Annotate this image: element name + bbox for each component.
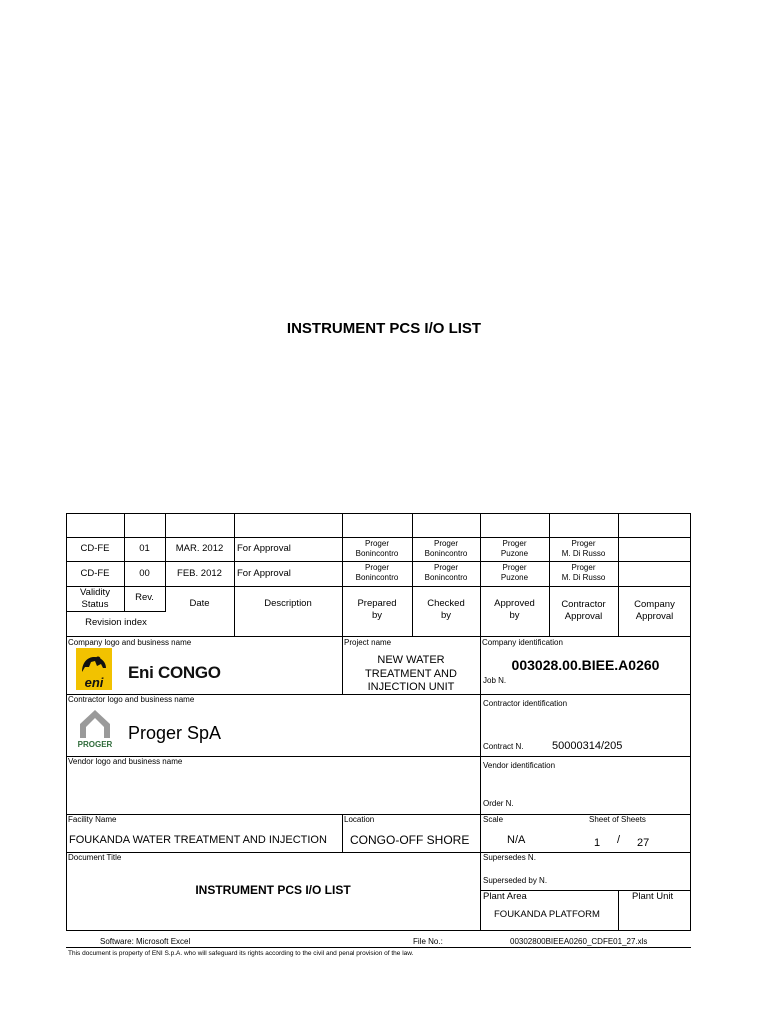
rev-status: CD-FE — [80, 568, 110, 579]
rev-contractor: Proger M. Di Russo — [561, 539, 606, 558]
vendor-label: Vendor logo and business name — [68, 757, 183, 766]
location-label: Location — [344, 815, 375, 824]
header-checked: Checked by — [427, 598, 465, 621]
contractor-name: Proger SpA — [128, 723, 222, 743]
property-notice: This document is property of ENI S.p.A. who will safeguard its rights according to the civil and penal provision of the law. — [68, 950, 414, 957]
contractor-label: Contractor logo and business name — [68, 695, 195, 704]
facility-name: FOUKANDA WATER TREATMENT AND INJECTION — [69, 834, 327, 846]
facility-label: Facility Name — [68, 815, 117, 824]
plant-area-value: FOUKANDA PLATFORM — [494, 909, 600, 920]
header-prepared: Prepared by — [357, 598, 397, 621]
sheet-slash: / — [617, 834, 621, 846]
contract-label: Contract N. — [483, 742, 524, 751]
contract-value: 50000314/205 — [552, 740, 623, 752]
eni-logo — [76, 648, 112, 690]
file-label: File No.: — [413, 937, 443, 946]
company-id-label: Company identification — [482, 638, 563, 647]
header-revision-index: Revision index — [85, 617, 147, 628]
job-label: Job N. — [483, 676, 507, 685]
rev-number: 01 — [139, 543, 150, 554]
proger-logo — [76, 706, 114, 752]
vendor-id-label: Vendor identification — [483, 761, 556, 770]
sheet-total: 27 — [637, 837, 650, 849]
header-description: Description — [264, 598, 312, 609]
sheet-number: 1 — [594, 837, 601, 849]
file-value: 00302800BIEEA0260_CDFE01_27.xls — [510, 937, 648, 946]
eni-logo-text: eni — [84, 675, 104, 690]
superseded-label: Superseded by N. — [483, 876, 548, 885]
company-id-value: 003028.00.BIEE.A0260 — [511, 657, 660, 673]
header-date: Date — [189, 598, 210, 609]
rev-description: For Approval — [237, 543, 291, 554]
proger-logo-text: PROGER — [77, 740, 113, 749]
company-label: Company logo and business name — [68, 638, 192, 647]
scale-value: N/A — [507, 834, 526, 846]
supersedes-label: Supersedes N. — [483, 853, 536, 862]
rev-prepared: Proger Bonincontro — [355, 563, 399, 582]
rev-description: For Approval — [237, 568, 291, 579]
rev-date: MAR. 2012 — [175, 543, 224, 554]
header-company-approval: Company Approval — [634, 599, 675, 622]
company-name: Eni CONGO — [128, 663, 221, 682]
rev-approved: Proger Puzone — [500, 539, 529, 558]
rev-date: FEB. 2012 — [177, 568, 222, 579]
rev-approved: Proger Puzone — [500, 563, 529, 582]
rev-contractor: Proger M. Di Russo — [561, 563, 606, 582]
header-rev: Rev. — [135, 592, 154, 603]
doc-title-label: Document Title — [68, 853, 122, 862]
page-title: INSTRUMENT PCS I/O LIST — [286, 320, 482, 337]
project-label: Project name — [344, 638, 392, 647]
header-approved: Approved by — [494, 598, 535, 621]
scale-label: Scale — [483, 815, 504, 824]
project-name: NEW WATER TREATMENT AND INJECTION UNIT — [365, 654, 457, 693]
rev-prepared: Proger Bonincontro — [355, 539, 399, 558]
doc-title-value: INSTRUMENT PCS I/O LIST — [195, 883, 351, 897]
software-label: Software: Microsoft Excel — [100, 937, 191, 946]
plant-unit-label: Plant Unit — [632, 891, 674, 902]
header-validity: Validity Status — [80, 587, 110, 610]
rev-number: 00 — [139, 568, 150, 579]
header-contractor-approval: Contractor Approval — [561, 599, 606, 622]
sheets-label: Sheet of Sheets — [589, 815, 646, 824]
contractor-id-label: Contractor identification — [483, 699, 568, 708]
rev-checked: Proger Bonincontro — [424, 539, 468, 558]
plant-area-label: Plant Area — [483, 891, 527, 902]
order-label: Order N. — [483, 799, 514, 808]
rev-status: CD-FE — [80, 543, 110, 554]
location-value: CONGO-OFF SHORE — [350, 833, 470, 847]
rev-checked: Proger Bonincontro — [424, 563, 468, 582]
